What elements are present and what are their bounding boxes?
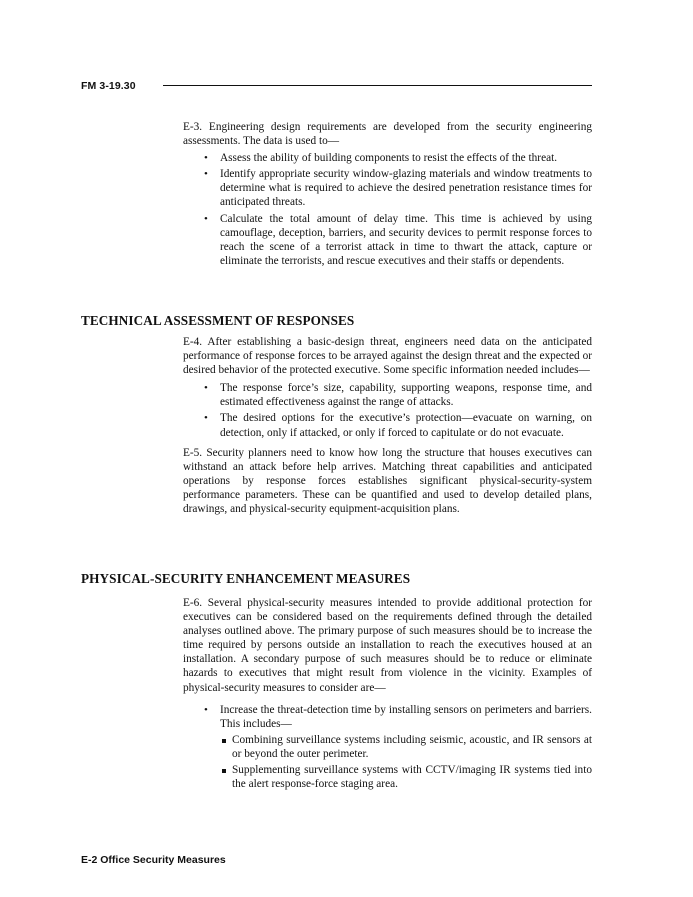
paragraph-e3: E-3. Engineering design requirements are developed from the security engineering assessments. The data is used to— (183, 121, 592, 148)
list-item: • Identify appropriate security window-glazing materials and window treatments to determine what is required to achieve the desired penetration resistance times for anticipated threats. (220, 167, 592, 209)
paragraph-e6: E-6. Several physical-security measures intended to provide additional protection for executives can be considered based on the requirements defined through the detailed analyses outlined above. The primary purpose of such measures should be to increase the time required by persons outside an installation to reach the executives housed at an installation. A secondary purpose of such measures should be to reduce or eliminate hazards to executives that might result from violence in the vicinity. Examples of physical-security measures to consider are— (183, 597, 592, 694)
sub-bullet-list (220, 733, 592, 791)
page-footer: E-2 Office Security Measures (81, 854, 226, 866)
sub-list-item: Supplementing surveillance systems with CCTV/imaging IR systems tied into the alert response-force staging area. (232, 764, 592, 791)
list-item: • The desired options for the executive’s protection—evacuate on warning, on detection, only if attacked, or only if forced to capitulate or do not evacuate. (220, 411, 592, 439)
block-e4-e5 (183, 335, 592, 516)
bullet-list-e6 (183, 703, 592, 792)
bullet-list-e4 (183, 381, 592, 439)
list-item: • The response force’s size, capability, supporting weapons, response time, and estimated effectiveness against the range of attacks. (220, 381, 592, 409)
document-id: FM 3-19.30 (81, 80, 136, 92)
list-item: • Calculate the total amount of delay time. This time is achieved by using camouflage, deception, barriers, and security devices to permit response forces to reach the scene of a terrorist attack in time to thwart the attack, capture or eliminate the terrorists, and rescue executives and their staffs or dependents. (220, 212, 592, 268)
header-rule (163, 85, 592, 86)
block-e3 (183, 120, 592, 270)
block-e6 (183, 596, 592, 793)
section-heading-physical-security: PHYSICAL-SECURITY ENHANCEMENT MEASURES (81, 571, 411, 586)
sub-list-item: Combining surveillance systems including seismic, acoustic, and IR sensors at or beyond the outer perimeter. (232, 733, 592, 760)
list-item (220, 703, 592, 792)
paragraph-e4: E-4. After establishing a basic-design threat, engineers need data on the anticipated performance of response forces to be arrayed against the design threat and the expected or desired behavior of the protected executive. Some specific information needed includes— (183, 336, 592, 377)
list-item-text: Increase the threat-detection time by installing sensors on perimeters and barriers. This includes— (220, 703, 592, 730)
paragraph-e5: E-5. Security planners need to know how long the structure that houses executives can withstand an attack before help arrives. Matching threat capabilities and anticipated operations by response forces establishes significant physical-security-system performance parameters. These can be quantified and used to develop detailed plans, drawings, and physical-security equipment-acquisition plans. (183, 446, 592, 516)
list-item: • Assess the ability of building components to resist the effects of the threat. (220, 151, 592, 165)
running-header (81, 80, 592, 94)
bullet-list-e3 (183, 151, 592, 268)
section-heading-technical-assessment: TECHNICAL ASSESSMENT OF RESPONSES (81, 313, 355, 328)
